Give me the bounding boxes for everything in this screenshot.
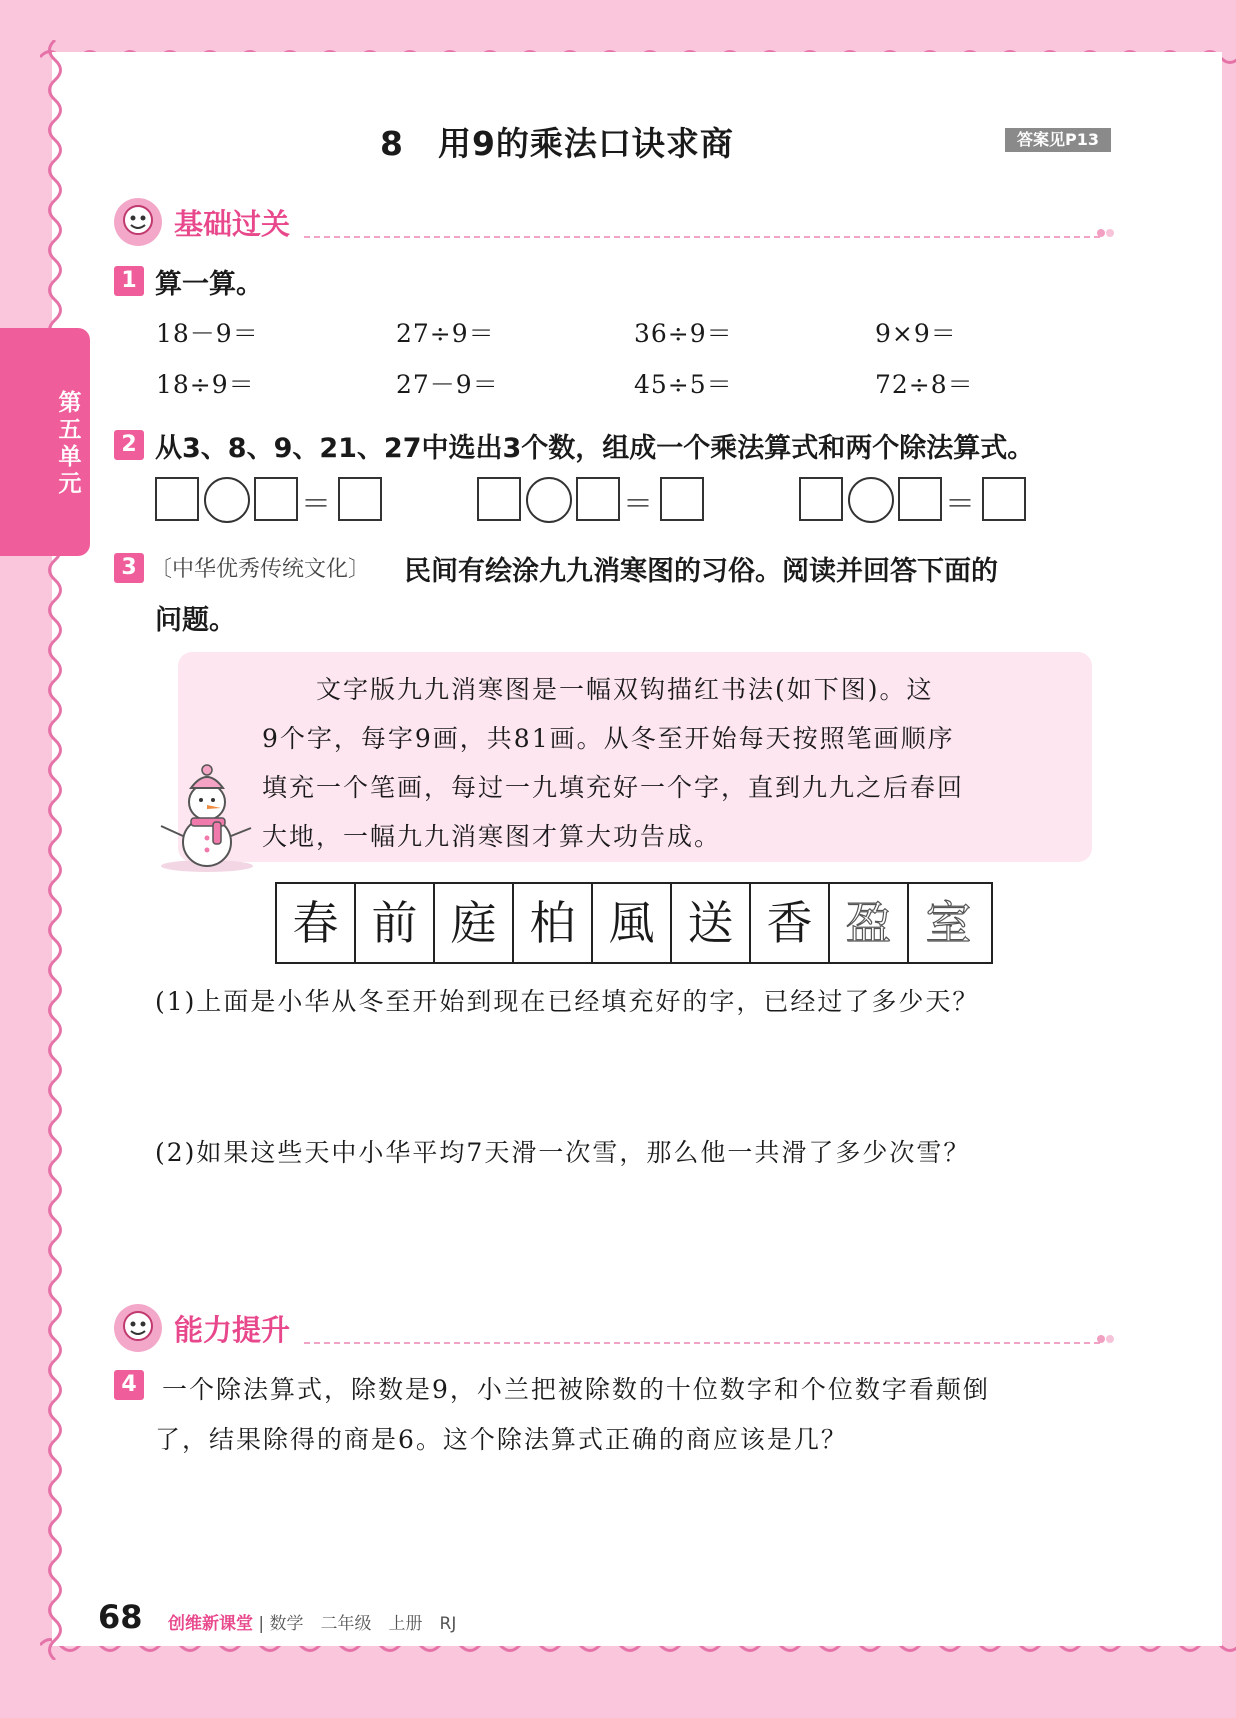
answer-box[interactable] [155, 477, 199, 521]
hollow-character: 盈 [830, 884, 909, 962]
filled-character: 風 [593, 884, 672, 962]
section-divider [304, 1342, 1100, 1344]
left-wave-border [44, 40, 66, 1660]
mascot-icon [114, 1304, 162, 1352]
calc-item: 9×9＝ [875, 319, 957, 348]
answer-box[interactable] [338, 477, 382, 521]
calc-item: 27÷9＝ [396, 319, 495, 348]
calc-item: 45÷5＝ [634, 370, 733, 399]
calc-item: 72÷8＝ [875, 370, 974, 399]
calc-item: 18－9＝ [156, 319, 259, 348]
book-info: 数学 二年级 上册 RJ [269, 1614, 457, 1634]
culture-tag: 〔中华优秀传统文化〕 [150, 557, 371, 582]
filled-character: 春 [277, 884, 356, 962]
calc-item: 36÷9＝ [634, 319, 733, 348]
equation-template [477, 477, 707, 521]
operator-circle[interactable] [526, 477, 572, 523]
sub-question: (1)上面是小华从冬至开始到现在已经填充好的字，已经过了多少天？ [155, 987, 980, 1016]
lesson-title: 8 用9的乘法口诀求商 [380, 124, 734, 163]
calc-item: 27－9＝ [396, 370, 499, 399]
brand-name: 创维新课堂 [168, 1614, 253, 1634]
section-header-basic [114, 198, 1114, 248]
filled-character: 庭 [435, 884, 514, 962]
answer-reference-badge: 答案见P13 [1005, 128, 1111, 152]
answer-box[interactable] [576, 477, 620, 521]
question-text: 问题。 [155, 605, 236, 636]
filled-character: 前 [356, 884, 435, 962]
page-number: 68 [98, 1598, 143, 1636]
question-number: 3 [114, 553, 144, 583]
answer-box[interactable] [254, 477, 298, 521]
question-text: 算一算。 [155, 269, 263, 300]
section-divider [304, 236, 1100, 238]
question-number: 2 [114, 430, 144, 460]
question-number: 4 [114, 1370, 144, 1400]
sub-question: (2)如果这些天中小华平均7天滑一次雪，那么他一共滑了多少次雪？ [155, 1138, 971, 1167]
equals-sign: ＝ [301, 487, 331, 522]
passage-line: 9个字，每字9画，共81画。从冬至开始每天按照笔画顺序 [262, 724, 955, 753]
equals-sign: ＝ [623, 487, 653, 522]
filled-character: 香 [751, 884, 830, 962]
question-text: 从3、8、9、21、27中选出3个数，组成一个乘法算式和两个除法算式。 [155, 433, 1035, 464]
passage-line: 文字版九九消寒图是一幅双钩描红书法(如下图)。这 [262, 675, 934, 704]
question-text: 一个除法算式，除数是9，小兰把被除数的十位数字和个位数字看颠倒 [162, 1375, 990, 1404]
operator-circle[interactable] [848, 477, 894, 523]
passage-line: 大地，一幅九九消寒图才算大功告成。 [262, 822, 722, 851]
question-text: 民间有绘涂九九消寒图的习俗。阅读并回答下面的 [404, 556, 998, 587]
snowman-icon [155, 762, 255, 874]
footer-caption: 创维新课堂 | 数学 二年级 上册 RJ [168, 1614, 457, 1634]
hollow-character: 室 [925, 896, 972, 950]
unit-tab [0, 328, 90, 556]
unit-tab-label: 第五单元 [58, 390, 82, 497]
section-header-advanced [114, 1304, 1114, 1354]
answer-box[interactable] [898, 477, 942, 521]
filled-character: 柏 [514, 884, 593, 962]
answer-box[interactable] [477, 477, 521, 521]
section-title: 能力提升 [174, 1313, 291, 1347]
equation-template [799, 477, 1029, 521]
nine-character-chart [275, 882, 993, 964]
calc-item: 18÷9＝ [156, 370, 255, 399]
operator-circle[interactable] [204, 477, 250, 523]
filled-character: 送 [672, 884, 751, 962]
question-number: 1 [114, 266, 144, 296]
question-text: 了，结果除得的商是6。这个除法算式正确的商应该是几？ [155, 1425, 848, 1454]
answer-box[interactable] [799, 477, 843, 521]
section-title: 基础过关 [174, 207, 291, 241]
answer-box[interactable] [982, 477, 1026, 521]
dots-icon [1096, 226, 1114, 240]
reading-passage [178, 652, 1092, 862]
mascot-icon [114, 198, 162, 246]
equals-sign: ＝ [945, 487, 975, 522]
answer-box[interactable] [660, 477, 704, 521]
equation-template [155, 477, 385, 521]
dots-icon [1096, 1332, 1114, 1346]
passage-line: 填充一个笔画，每过一九填充好一个字，直到九九之后春回 [262, 773, 965, 802]
